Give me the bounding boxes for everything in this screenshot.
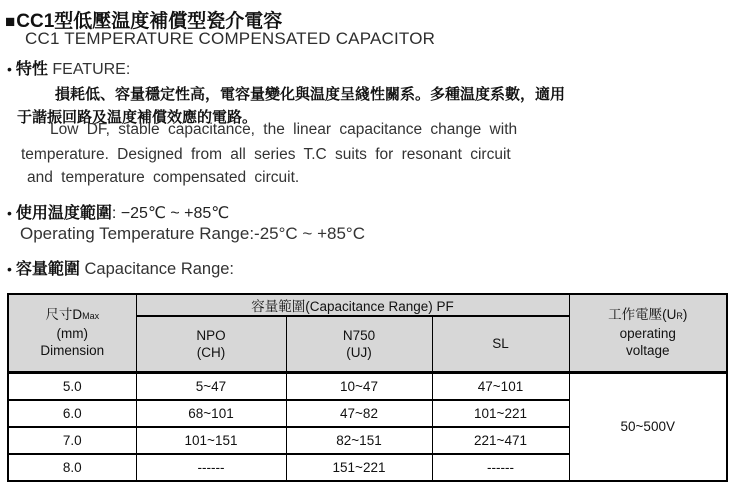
cell-voltage: 50~500V — [569, 372, 727, 481]
dim-header-mm: (mm) — [56, 326, 88, 342]
voltage-header-en1: operating — [619, 326, 676, 342]
operating-temp-range-zh: : −25℃ ~ +85℃ — [111, 205, 230, 222]
bullet-icon: • — [7, 61, 12, 77]
voltage-header-pre: 工作電壓(U — [608, 307, 677, 323]
column-header-capacitance-range: 容量範圍(Capacitance Range) PF — [136, 294, 569, 316]
dim-header-subscript: Max — [82, 311, 100, 322]
capacitance-heading-en: Capacitance Range: — [79, 260, 235, 278]
square-bullet-icon: ■ — [5, 12, 16, 31]
column-header-sl: SL — [432, 316, 569, 372]
cell-n750: 151~221 — [286, 454, 432, 481]
feature-body-zh-line2: 于諧振回路及温度補償效應的電路。 — [17, 109, 258, 126]
n750-code: (UJ) — [346, 344, 372, 360]
feature-body-en-line1: Low DF, stable capacitance, the linear capacitance change with — [50, 121, 518, 138]
operating-temp-line-en: Operating Temperature Range:-25°C ~ +85°C — [20, 224, 365, 243]
voltage-header-post: ) — [682, 307, 688, 323]
column-header-dimension — [8, 294, 136, 372]
feature-heading-en: FEATURE: — [47, 61, 131, 78]
cell-dimension: 7.0 — [8, 427, 136, 454]
capacitance-range-table — [7, 293, 728, 482]
feature-heading — [7, 56, 130, 79]
column-header-npo — [136, 316, 286, 372]
cell-n750: 82~151 — [286, 427, 432, 454]
page-title-zh: CC1型低壓温度補償型瓷介電容 — [16, 11, 283, 32]
n750-label: N750 — [342, 327, 376, 343]
feature-body-en-line2: temperature. Designed from all series T.C suits for resonant circuit — [21, 146, 511, 163]
operating-temp-label-zh: 使用温度範圍 — [15, 205, 112, 222]
table-row — [8, 372, 727, 400]
voltage-header-en2: voltage — [625, 343, 670, 359]
capacitance-heading-zh: 容量範圍 — [15, 261, 80, 278]
dim-header-main: 尺寸D — [45, 307, 83, 323]
dim-header-en: Dimension — [40, 343, 105, 359]
cell-sl: 221~471 — [432, 427, 569, 454]
cell-sl: 47~101 — [432, 372, 569, 400]
cell-dimension: 5.0 — [8, 372, 136, 400]
npo-label: NPO — [196, 327, 226, 343]
operating-temp-heading — [7, 200, 229, 223]
cell-npo: 68~101 — [136, 400, 286, 427]
cell-sl: ------ — [432, 454, 569, 481]
cell-npo: 101~151 — [136, 427, 286, 454]
column-header-n750 — [286, 316, 432, 372]
cell-npo: 5~47 — [136, 372, 286, 400]
capacitance-range-heading — [7, 256, 234, 279]
cell-npo: ------ — [136, 454, 286, 481]
feature-body-zh-line1: 損耗低、容量穩定性高，電容量變化與温度呈綫性關系。多種温度系數，適用 — [55, 86, 566, 103]
cell-dimension: 8.0 — [8, 454, 136, 481]
cell-dimension: 6.0 — [8, 400, 136, 427]
column-header-voltage — [569, 294, 727, 372]
feature-heading-zh: 特性 — [15, 61, 48, 78]
npo-code: (CH) — [196, 344, 226, 360]
page-title-en: CC1 TEMPERATURE COMPENSATED CAPACITOR — [25, 29, 436, 48]
cell-sl: 101~221 — [432, 400, 569, 427]
cell-n750: 10~47 — [286, 372, 432, 400]
bullet-icon: • — [7, 205, 12, 221]
bullet-icon: • — [7, 261, 12, 277]
voltage-header-subscript: R — [676, 311, 683, 322]
cell-n750: 47~82 — [286, 400, 432, 427]
feature-body-en-line3: and temperature compensated circuit. — [27, 169, 300, 186]
